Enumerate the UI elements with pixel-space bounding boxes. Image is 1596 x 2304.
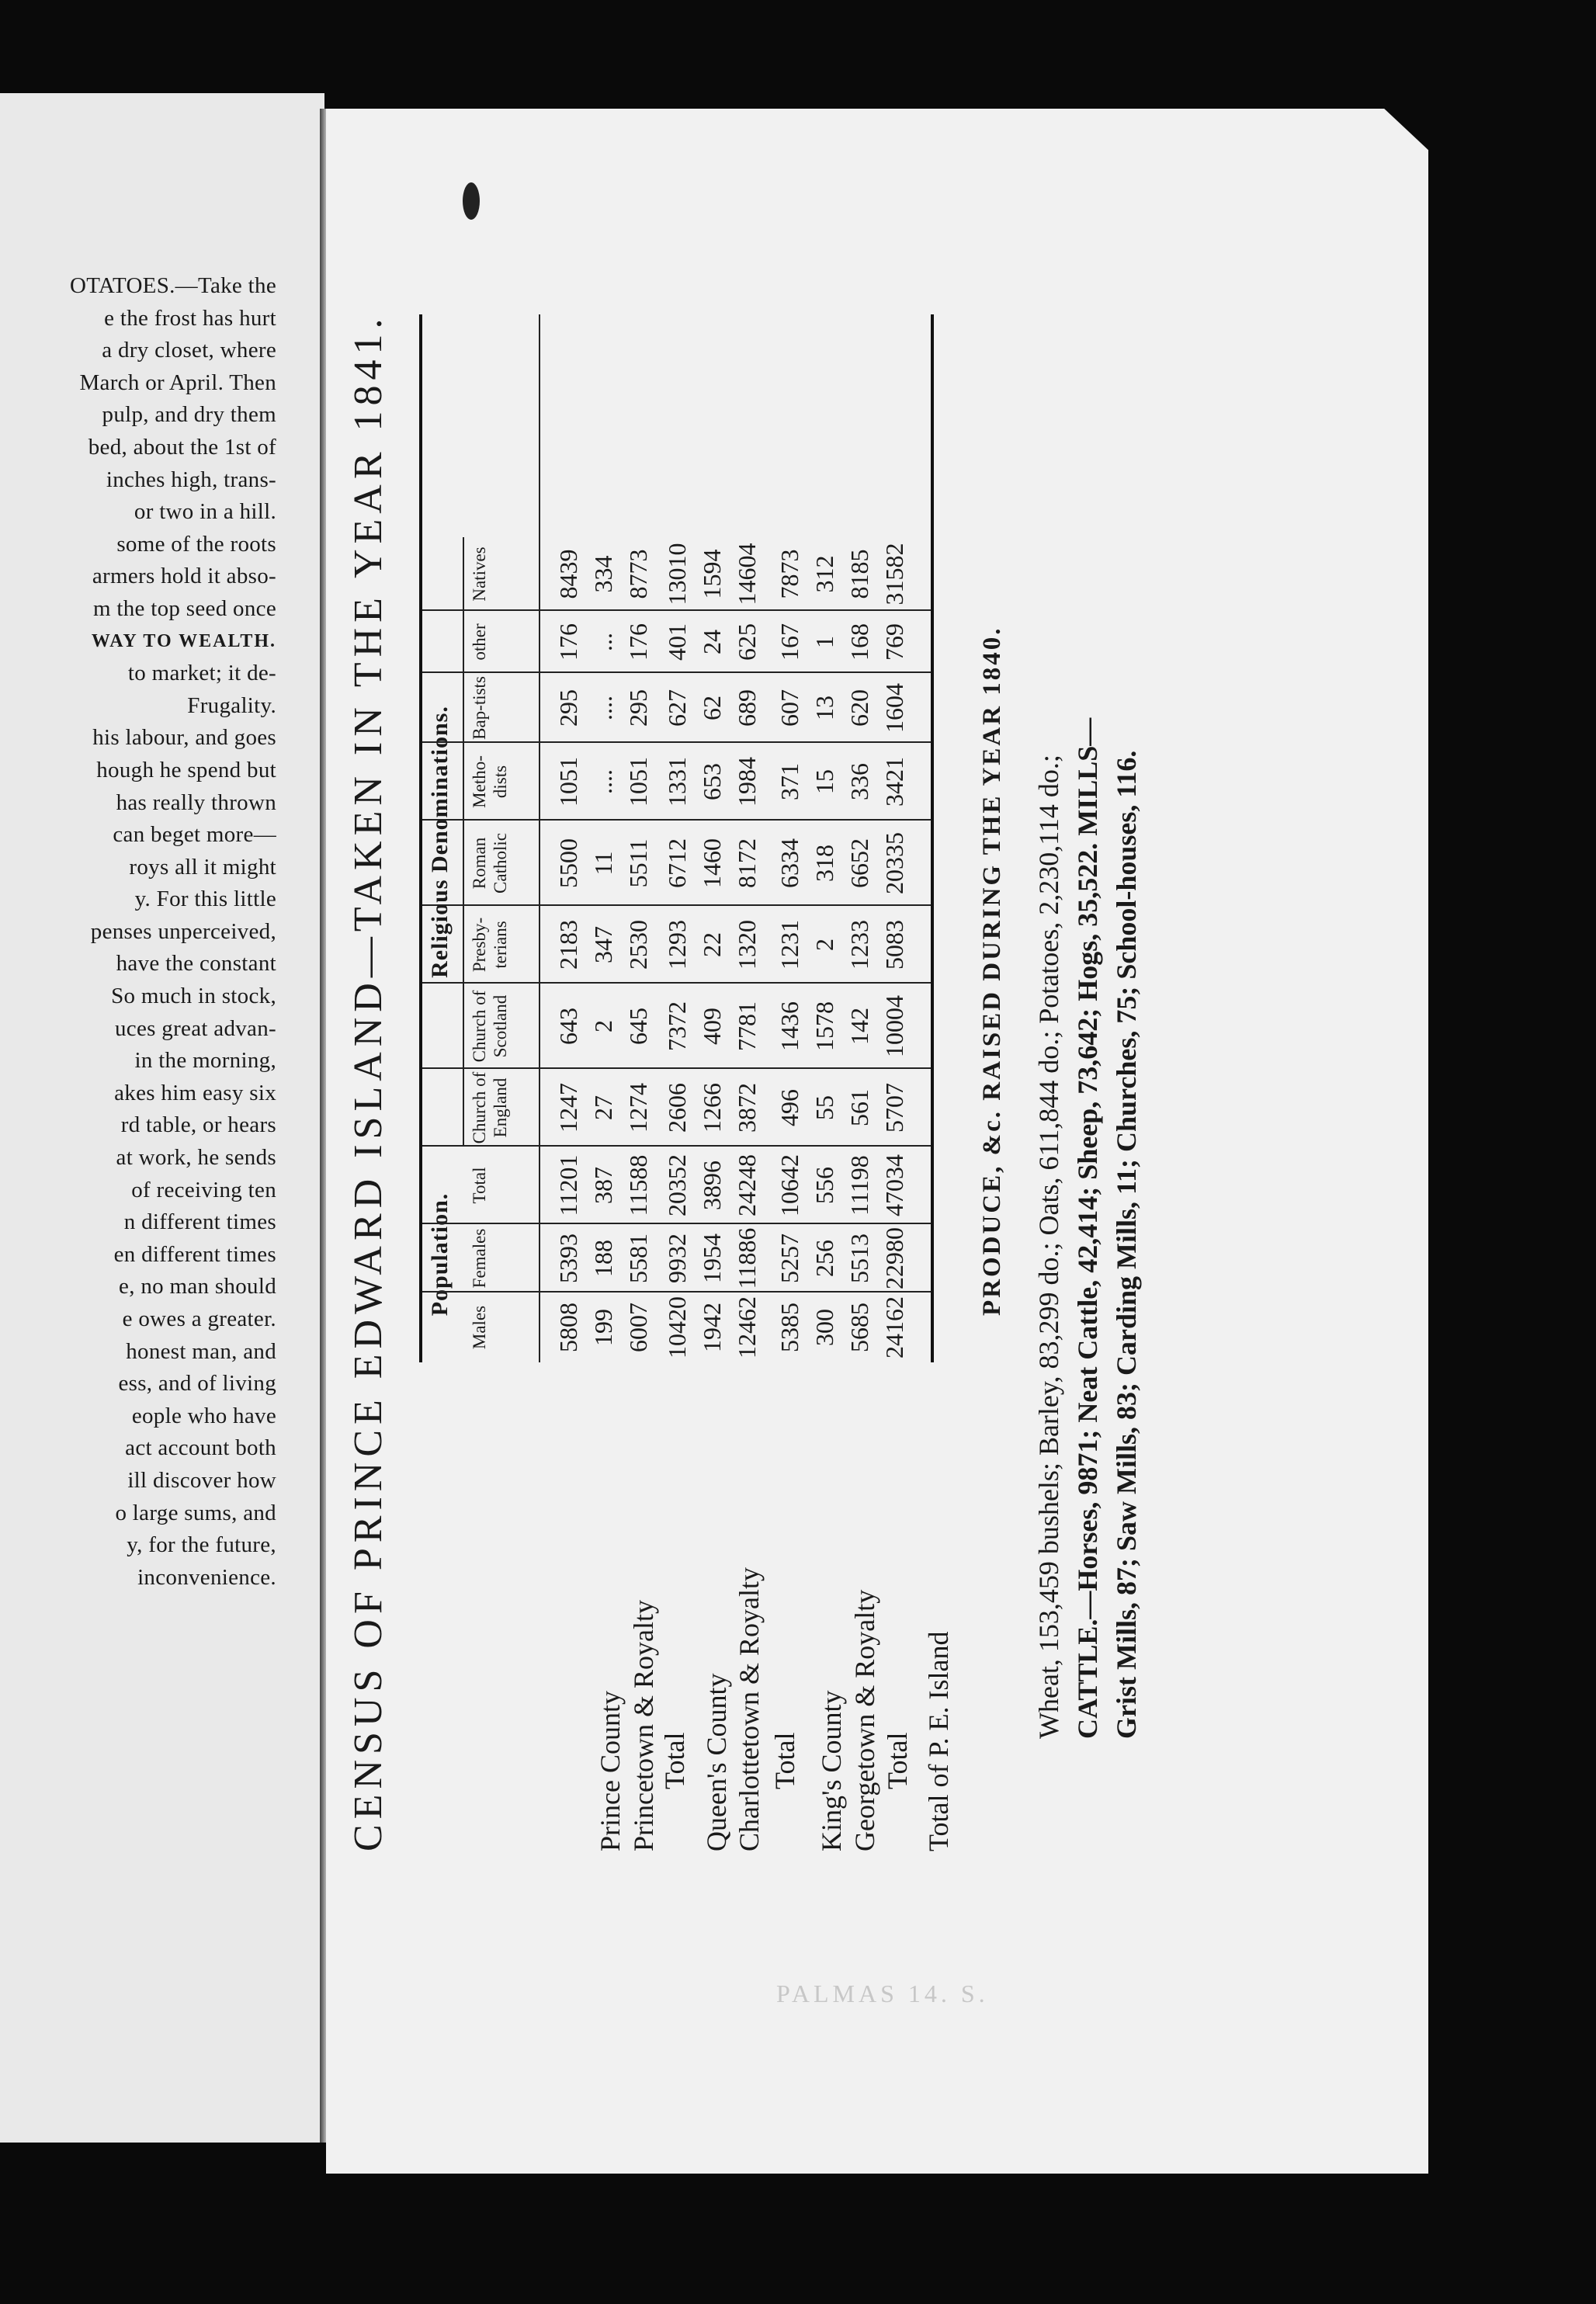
table-cell: 1594	[698, 549, 726, 599]
table-cell: 645	[624, 1008, 652, 1045]
text-line: penses unperceived,	[90, 918, 276, 944]
table-cell: 2530	[624, 920, 652, 970]
table-cell: 769	[880, 623, 908, 661]
section-heading: WAY TO WEALTH.	[91, 630, 276, 651]
table-cell: 318	[810, 845, 838, 882]
table-cell: 1	[810, 636, 838, 648]
table-cell: 3872	[733, 1083, 761, 1133]
row-label: Total of P. E. Island	[923, 1631, 954, 1851]
table-cell: 8773	[624, 549, 652, 599]
row-label: King's County	[816, 1690, 847, 1851]
text-line: y. For this little	[134, 887, 276, 912]
table-cell: 347	[589, 926, 617, 963]
table-cell: 3421	[880, 757, 908, 807]
column-header: Roman Catholic	[470, 833, 510, 893]
produce-line: Wheat, 153,459 bushels; Barley, 83,299 do.; Oats, 611,844 do.; Potatoes, 2,230,114 do.;	[1033, 755, 1064, 1739]
table-cell: 5500	[554, 838, 582, 888]
row-label: Total	[882, 1732, 913, 1789]
table-cell: 5808	[554, 1303, 582, 1352]
table-cell: 13010	[663, 543, 691, 605]
group-divider	[463, 537, 464, 1147]
column-header: Presby-terians	[470, 917, 510, 973]
table-cell: 627	[663, 689, 691, 727]
table-cell: 5083	[880, 920, 908, 970]
table-cell: ....	[589, 696, 617, 720]
table-cell: 3896	[698, 1161, 726, 1210]
text-line: So much in stock,	[111, 984, 276, 1009]
table-cell: 10004	[880, 995, 908, 1057]
table-cell: 5511	[624, 838, 652, 888]
table-cell: 199	[589, 1309, 617, 1346]
text-line: of receiving ten	[131, 1177, 276, 1202]
table-cell: 8172	[733, 838, 761, 888]
table-cell: 256	[810, 1240, 838, 1277]
produce-line: CATTLE.—Horses, 9871; Neat Cattle, 42,414; Sheep, 73,642; Hogs, 35,522. MILLS—	[1072, 717, 1103, 1739]
table-cell: 556	[810, 1167, 838, 1204]
text-line: pulp, and dry them	[102, 402, 276, 428]
table-cell: 10642	[775, 1154, 803, 1216]
text-line: or two in a hill.	[134, 499, 276, 525]
text-line: e the frost has hurt	[104, 305, 276, 331]
table-cell: 625	[733, 623, 761, 661]
text-line: have the constant	[116, 951, 276, 977]
table-cell: 300	[810, 1309, 838, 1346]
table-cell: 24162	[880, 1296, 908, 1358]
table-cell: 9932	[663, 1234, 691, 1283]
column-header: Natives	[470, 547, 489, 602]
text-line: can beget more—	[113, 822, 276, 848]
table-cell: 387	[589, 1167, 617, 1204]
table-cell: 188	[589, 1240, 617, 1277]
table-cell: 1320	[733, 920, 761, 970]
table-cell: 31582	[880, 543, 908, 605]
text-line: o large sums, and	[115, 1500, 276, 1525]
table-cell: 312	[810, 555, 838, 593]
table-cell: 1293	[663, 920, 691, 970]
row-label: Charlottetown & Royalty	[734, 1567, 765, 1851]
column-header: Bap-tists	[470, 676, 489, 740]
table-cell: 5513	[845, 1234, 873, 1283]
table-cell: 11588	[624, 1154, 652, 1216]
text-line: bed, about the 1st of	[88, 434, 276, 460]
rotated-census-content	[345, 221, 1184, 1851]
religious-group-heading: Religious Denominations.	[427, 706, 453, 978]
text-line: act account both	[125, 1435, 276, 1461]
table-cell: 15	[810, 769, 838, 794]
table-cell: 11198	[845, 1155, 873, 1216]
table-cell: 1051	[624, 757, 652, 807]
table-cell: 295	[624, 689, 652, 727]
census-table	[419, 314, 934, 1362]
table-cell: 2	[810, 939, 838, 951]
text-line: e, no man should	[119, 1274, 276, 1299]
text-line: n different times	[123, 1209, 276, 1235]
table-cell: 5393	[554, 1234, 582, 1283]
text-line: in the morning,	[134, 1048, 276, 1074]
table-cell: 401	[663, 623, 691, 661]
table-cell: 334	[589, 555, 617, 593]
table-cell: 11886	[733, 1227, 761, 1289]
table-cell: 7873	[775, 549, 803, 599]
table-cell: 295	[554, 689, 582, 727]
table-cell: 2183	[554, 920, 582, 970]
column-header: other	[470, 623, 489, 661]
text-line: roys all it might	[129, 854, 276, 880]
table-cell: 5581	[624, 1234, 652, 1283]
column-header: Church of England	[470, 1071, 510, 1144]
table-cell: 6334	[775, 838, 803, 888]
table-cell: 142	[845, 1008, 873, 1045]
table-cell: 607	[775, 689, 803, 727]
table-cell: 168	[845, 623, 873, 661]
table-cell: 176	[624, 623, 652, 661]
text-line: a dry closet, where	[102, 338, 276, 363]
table-cell: 5257	[775, 1234, 803, 1283]
table-cell: 1231	[775, 920, 803, 970]
table-cell: 8185	[845, 549, 873, 599]
table-cell: 55	[810, 1095, 838, 1120]
table-cell: 8439	[554, 549, 582, 599]
table-cell: 1436	[775, 1001, 803, 1051]
table-cell: 1954	[698, 1234, 726, 1283]
table-cell: 689	[733, 689, 761, 727]
text-line: inconvenience.	[137, 1564, 276, 1590]
table-cell: 11	[589, 851, 617, 876]
table-cell: 176	[554, 623, 582, 661]
table-header	[422, 314, 540, 1362]
table-cell: 653	[698, 763, 726, 800]
table-cell: 561	[845, 1089, 873, 1126]
text-line: March or April. Then	[79, 370, 276, 395]
bleed-through-text: PALMAS 14. S.	[776, 1980, 989, 2007]
table-cell: 1051	[554, 757, 582, 807]
text-line: armers hold it abso-	[92, 564, 276, 589]
table-cell: 1460	[698, 838, 726, 888]
text-line: e owes a greater.	[122, 1306, 276, 1331]
row-label: Princetown & Royalty	[628, 1600, 659, 1851]
text-line: hough he spend but	[96, 757, 276, 782]
text-line: rd table, or hears	[120, 1112, 276, 1138]
text-line: ess, and of living	[118, 1371, 276, 1397]
text-line: uces great advan-	[115, 1015, 276, 1041]
table-cell: 2606	[663, 1083, 691, 1133]
column-header: Males	[470, 1305, 489, 1350]
table-cell: 62	[698, 696, 726, 720]
column-header: Metho-dists	[470, 755, 510, 808]
text-line: eople who have	[131, 1403, 276, 1428]
table-cell: 11201	[554, 1154, 582, 1216]
text-line: to market; it de-	[127, 661, 276, 686]
column-header: Females	[470, 1228, 489, 1289]
table-cell: 496	[775, 1089, 803, 1126]
table-cell: 336	[845, 763, 873, 800]
table-cell: 1274	[624, 1083, 652, 1133]
table-cell: 620	[845, 689, 873, 727]
table-cell: 5685	[845, 1303, 873, 1352]
table-cell: 1331	[663, 757, 691, 807]
census-title: CENSUS OF PRINCE EDWARD ISLAND—TAKEN IN THE YEAR 1841.	[346, 313, 390, 1851]
table-cell: 12462	[733, 1296, 761, 1358]
left-page-text	[0, 270, 276, 1594]
table-cell: 5707	[880, 1083, 908, 1133]
table-cell: 6652	[845, 838, 873, 888]
text-line: en different times	[113, 1241, 276, 1267]
table-cell: 1578	[810, 1001, 838, 1051]
table-cell: 22	[698, 932, 726, 957]
row-label: Prince County	[595, 1691, 626, 1851]
column-header: Total	[470, 1167, 489, 1204]
row-label: Queen's County	[701, 1673, 732, 1851]
table-cell: 1942	[698, 1303, 726, 1352]
produce-line: Grist Mills, 87; Saw Mills, 83; Carding Mills, 11; Churches, 75; School-houses, 116.	[1111, 750, 1142, 1739]
table-cell: 1604	[880, 683, 908, 733]
table-cell: 409	[698, 1008, 726, 1045]
table-cell: 643	[554, 1008, 582, 1045]
table-cell: 6712	[663, 838, 691, 888]
text-line: honest man, and	[126, 1338, 276, 1364]
column-header: Church of Scotland	[470, 990, 510, 1063]
table-cell: 1266	[698, 1083, 726, 1133]
table-cell: 20335	[880, 832, 908, 894]
text-line: inches high, trans-	[106, 467, 276, 492]
table-cell: 13	[810, 696, 838, 720]
table-cell: 5385	[775, 1303, 803, 1352]
text-line: at work, he sends	[116, 1145, 276, 1171]
text-line: ill discover how	[127, 1467, 276, 1493]
table-cell: 1247	[554, 1083, 582, 1133]
table-cell: 47034	[880, 1154, 908, 1216]
table-cell: 24248	[733, 1154, 761, 1216]
text-line: akes him easy six	[114, 1080, 276, 1105]
text-line: has really thrown	[116, 789, 276, 815]
table-cell: ...	[589, 633, 617, 651]
table-cell: 1984	[733, 757, 761, 807]
table-cell: 24	[698, 630, 726, 654]
row-label: Total	[659, 1732, 690, 1789]
table-cell: 20352	[663, 1154, 691, 1216]
text-line: m the top seed once	[92, 595, 276, 621]
table-cell: ....	[589, 769, 617, 794]
row-label: Georgetown & Royalty	[849, 1589, 880, 1851]
text-line: his labour, and goes	[92, 725, 276, 751]
table-cell: 27	[589, 1095, 617, 1120]
table-cell: 371	[775, 763, 803, 800]
table-cell: 6007	[624, 1303, 652, 1352]
population-group-heading: Population.	[427, 1192, 453, 1317]
text-line: y, for the future,	[127, 1532, 276, 1558]
table-cell: 1233	[845, 920, 873, 970]
left-page	[0, 93, 324, 2143]
table-cell: 2	[589, 1020, 617, 1032]
produce-heading: PRODUCE, &c. RAISED DURING THE YEAR 1840.	[978, 626, 1006, 1316]
table-cell: 14604	[733, 543, 761, 605]
table-cell: 7372	[663, 1001, 691, 1051]
row-label: Total	[769, 1732, 800, 1789]
table-cell: 10420	[663, 1296, 691, 1358]
table-cell: 7781	[733, 1001, 761, 1051]
ink-blot	[463, 182, 480, 220]
text-line: some of the roots	[116, 531, 276, 557]
table-cell: 22980	[880, 1227, 908, 1289]
text-line: OTATOES.—Take the	[69, 273, 276, 298]
table-cell: 167	[775, 623, 803, 661]
text-line: Frugality.	[187, 692, 276, 718]
